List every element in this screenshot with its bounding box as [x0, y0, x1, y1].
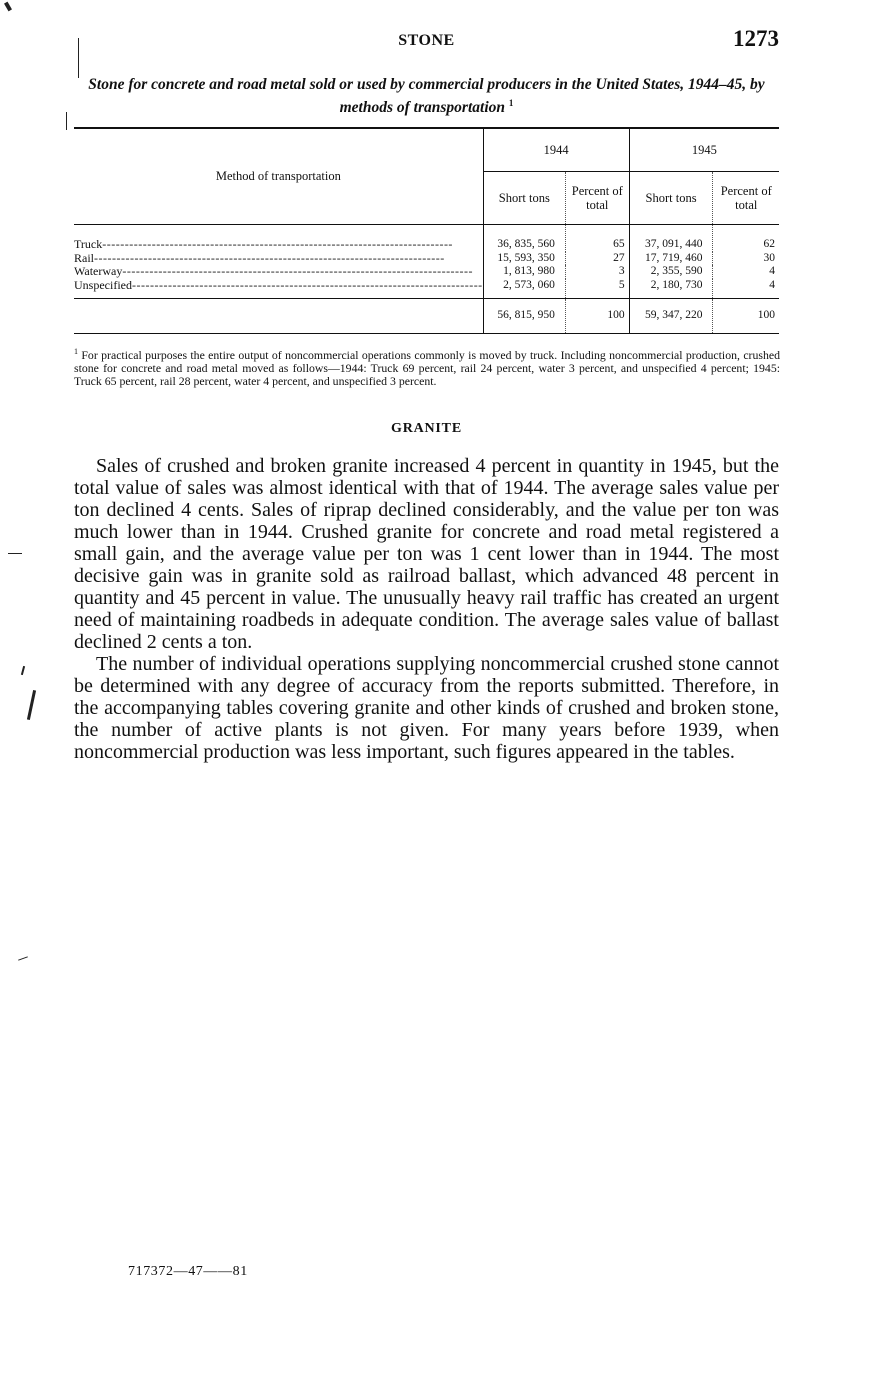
tons-cell: 2, 355, 590: [629, 265, 713, 279]
tons-cell: 2, 573, 060: [483, 279, 565, 299]
page-number: 1273: [733, 26, 779, 51]
tons-cell: 1, 813, 980: [483, 265, 565, 279]
table-row: [74, 252, 779, 266]
percent-cell: 4: [713, 265, 779, 279]
total-row: [74, 299, 779, 334]
percent-cell: 3: [565, 265, 629, 279]
caption-text: Stone for concrete and road metal sold or used by commercial producers in the United States, 1944–45, by methods of transportation: [88, 76, 765, 117]
margin-mark: [4, 2, 12, 12]
body-text: [74, 455, 779, 763]
footnote-marker: 1: [508, 98, 514, 108]
total-percent-cell: 100: [713, 299, 779, 334]
footnote-text: For practical purposes the entire output of noncommercial operations commonly is moved by truck. Including noncommercial production, crushed stone for concrete and road metal moved as follows—1944: Truck 69 percent, rail 24 percent, water 3 percent, and unspecified 4 percent; 1945: Truck 65 percent, rail 28 percent, water 4 percent, and unspecified 3 percent.: [74, 347, 781, 388]
transportation-table: [74, 127, 779, 334]
percent-cell: 30: [713, 252, 779, 266]
margin-mark: [66, 112, 67, 130]
running-title: STONE: [398, 32, 455, 49]
method-cell: Unspecified------------------------------------------------------------------------------: [74, 278, 483, 292]
method-header: Method of transportation: [74, 128, 483, 225]
method-cell: Waterway------------------------------------------------------------------------------: [74, 265, 474, 278]
short-tons-header: Short tons: [629, 172, 713, 225]
method-cell: Truck------------------------------------------------------------------------------: [74, 237, 453, 251]
margin-mark: [21, 666, 25, 675]
tons-cell: 2, 180, 730: [629, 279, 713, 299]
percent-cell: 5: [565, 279, 629, 299]
percent-cell: 4: [713, 279, 779, 299]
margin-mark: [27, 690, 36, 720]
year-header-1944: 1944: [483, 128, 629, 172]
tons-cell: 15, 593, 350: [483, 252, 565, 266]
running-head: [74, 26, 779, 54]
method-cell: Rail------------------------------------------------------------------------------: [74, 251, 445, 265]
tons-cell: 36, 835, 560: [483, 225, 565, 252]
total-tons-cell: 56, 815, 950: [483, 299, 565, 334]
percent-header: Percent of total: [713, 172, 779, 225]
section-heading: GRANITE: [391, 421, 462, 436]
paragraph: The number of individual operations supplying noncommercial crushed stone cannot be determined with any degree of accuracy from the reports submitted. Therefore, in the accompanying tables covering granite and other kinds of crushed and broken stone, the number of active plants is not given. For many years before 1939, when noncommercial production was less important, such figures appeared in the tables.: [74, 653, 779, 763]
print-code: 717372—47——81: [128, 1264, 248, 1279]
table-row: [74, 265, 779, 279]
footnote-marker: 1: [74, 347, 78, 356]
percent-cell: 27: [565, 252, 629, 266]
year-header-1945: 1945: [629, 128, 779, 172]
margin-mark: [18, 956, 28, 960]
percent-cell: 62: [713, 225, 779, 252]
percent-cell: 65: [565, 225, 629, 252]
short-tons-header: Short tons: [483, 172, 565, 225]
table-row: [74, 279, 779, 299]
margin-mark: [8, 553, 22, 554]
percent-header: Percent of total: [565, 172, 629, 225]
tons-cell: 37, 091, 440: [629, 225, 713, 252]
total-percent-cell: 100: [565, 299, 629, 334]
tons-cell: 17, 719, 460: [629, 252, 713, 266]
total-tons-cell: 59, 347, 220: [629, 299, 713, 334]
table-footnote: [74, 345, 780, 388]
total-label-cell: [74, 299, 483, 334]
paragraph: Sales of crushed and broken granite increased 4 percent in quantity in 1945, but the total value of sales was almost identical with that of 1944. The average sales value per ton declined 4 cents. Sales of riprap declined considerably, and the value per ton was much lower than in 1944. Crushed granite for concrete and road metal registered a small gain, and the average value per ton was 1 cent lower than in 1944. The most decisive gain was in granite sold as railroad ballast, which advanced 48 percent in quantity and 45 percent in value. The unusually heavy rail traffic has created an urgent need of maintaining roadbeds in adequate condition. The average sales value of ballast declined 2 cents a ton.: [74, 455, 779, 653]
table-row: [74, 225, 779, 252]
table-caption: [74, 75, 779, 117]
